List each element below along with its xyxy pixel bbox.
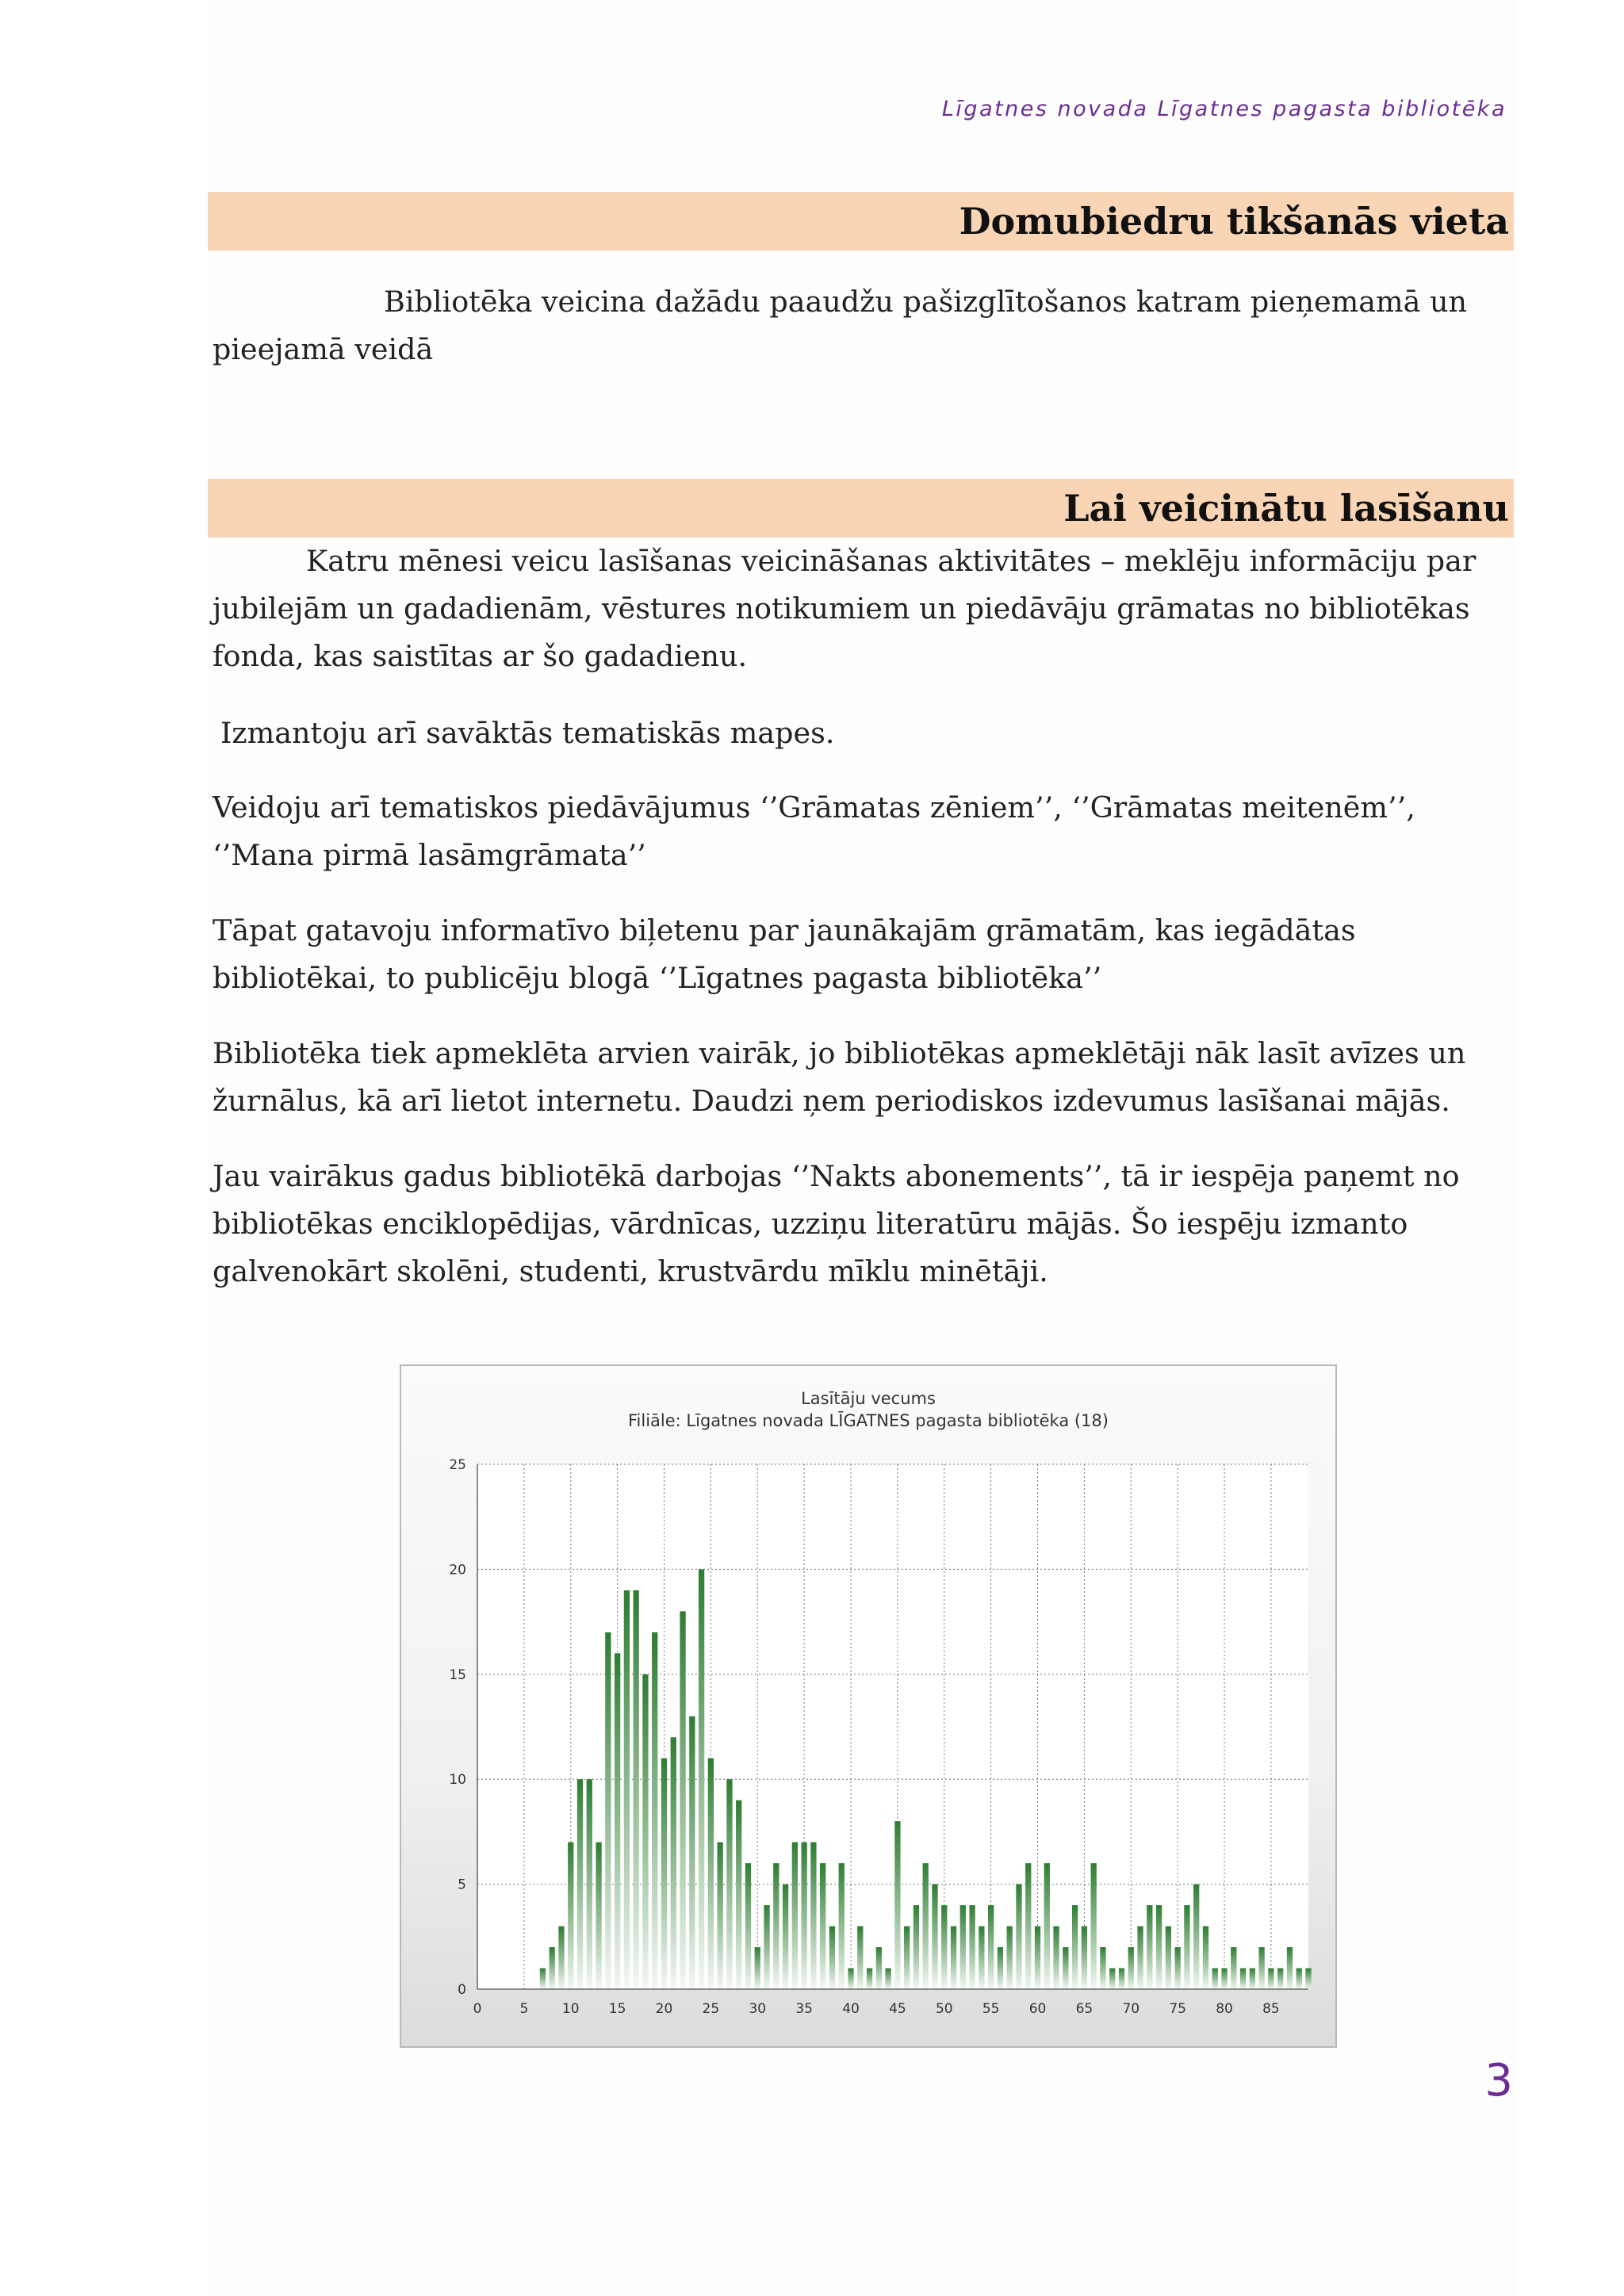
chart-bar	[1053, 1927, 1059, 1989]
y-tick-label: 10	[449, 1772, 466, 1789]
x-tick-label: 60	[1028, 2001, 1047, 2017]
running-header: Līgatnes novada Līgatnes pagasta bibliotēka	[941, 97, 1507, 121]
chart-bar	[699, 1569, 704, 1989]
chart-bar	[829, 1927, 835, 1989]
chart-bar	[1258, 1947, 1264, 1989]
chart-bar	[1221, 1969, 1227, 1989]
chart-bar	[914, 1905, 919, 1989]
chart-bar	[1100, 1947, 1105, 1989]
chart-bar	[932, 1885, 937, 1989]
chart-bar	[755, 1947, 760, 1989]
chart-bar	[671, 1737, 676, 1989]
chart-bar	[876, 1947, 882, 1989]
chart-bar	[969, 1905, 975, 1989]
x-tick-label: 30	[749, 2001, 767, 2017]
chart-bar	[773, 1863, 779, 1989]
x-tick-label: 70	[1122, 2001, 1140, 2017]
x-tick-label: 15	[608, 2001, 626, 2017]
y-tick-label: 5	[458, 1877, 466, 1893]
x-tick-label: 20	[655, 2001, 673, 2017]
chart-bar	[736, 1800, 741, 1989]
x-tick-label: 25	[702, 2001, 720, 2017]
chart-bar	[941, 1905, 947, 1989]
chart-bar	[979, 1927, 984, 1989]
chart-bar	[894, 1821, 900, 1989]
chart-bar	[689, 1716, 695, 1989]
chart-bar	[1212, 1969, 1218, 1989]
chart-bar	[1250, 1969, 1255, 1989]
chart-bar	[1072, 1905, 1078, 1989]
chart-bar	[587, 1779, 592, 1989]
chart-bar	[634, 1590, 639, 1989]
x-tick-label: 50	[935, 2001, 953, 2017]
chart-bar	[1193, 1885, 1199, 1989]
y-tick-label: 25	[449, 1457, 466, 1473]
chart-bar	[810, 1843, 816, 1989]
chart-bar	[642, 1674, 648, 1989]
chart-bar	[1128, 1947, 1134, 1989]
y-tick-label: 20	[449, 1562, 466, 1578]
chart-bar	[885, 1969, 891, 1989]
chart-bar	[764, 1905, 769, 1989]
x-tick-label: 55	[982, 2001, 1000, 2017]
chart-bar	[1044, 1863, 1050, 1989]
chart-bar	[1240, 1969, 1246, 1989]
x-tick-label: 80	[1216, 2001, 1233, 2017]
chart-bar	[820, 1863, 825, 1989]
x-tick-label: 0	[473, 2001, 482, 2017]
chart-bar	[1082, 1927, 1087, 1989]
y-tick-label: 0	[458, 1982, 466, 1998]
chart-bar	[848, 1969, 853, 1989]
chart-title: Lasītāju vecums	[801, 1389, 936, 1408]
chart-bar	[951, 1927, 956, 1989]
reader-age-chart	[400, 1364, 1337, 2048]
chart-bar	[745, 1863, 751, 1989]
chart-bar	[1231, 1947, 1236, 1989]
chart-subtitle: Filiāle: Līgatnes novada LĪGATNES pagasta bibliotēka (18)	[627, 1411, 1109, 1430]
chart-bar	[1119, 1969, 1124, 1989]
x-tick-label: 10	[561, 2001, 580, 2017]
chart-bar	[540, 1969, 546, 1989]
chart-bar	[1137, 1927, 1143, 1989]
chart-bar	[783, 1885, 788, 1989]
chart-bar	[577, 1779, 583, 1989]
x-tick-label: 40	[842, 2001, 860, 2017]
paragraph: Izmantoju arī savāktās tematiskās mapes.	[220, 716, 835, 750]
chart-bar	[1166, 1927, 1171, 1989]
x-tick-label: 65	[1075, 2001, 1094, 2017]
y-tick-label: 15	[449, 1667, 466, 1683]
paragraph: Veidoju arī tematiskos piedāvājumus ‘’Grāmatas zēniem’’, ‘’Grāmatas meitenēm’’, ‘’Mana pirmā lasāmgrāmata’’	[213, 790, 1415, 872]
chart-bar	[1147, 1905, 1152, 1989]
chart-bar	[1109, 1969, 1115, 1989]
x-tick-label: 45	[889, 2001, 906, 2017]
chart-bar	[960, 1905, 966, 1989]
chart-bar	[1063, 1947, 1068, 1989]
chart-bar	[652, 1632, 657, 1989]
chart-bar	[568, 1843, 573, 1989]
chart-bar	[1091, 1863, 1097, 1989]
chart-bar	[988, 1905, 994, 1989]
chart-bar	[680, 1611, 685, 1989]
chart-bar	[792, 1843, 798, 1989]
chart-bar	[1174, 1947, 1180, 1989]
chart-bar	[923, 1863, 929, 1989]
paragraph: Bibliotēka veicina dažādu paaudžu pašizglītošanos katram pieņemamā un pieejamā veidā	[213, 285, 1468, 366]
chart-bar	[1025, 1863, 1031, 1989]
paragraph: Bibliotēka tiek apmeklēta arvien vairāk, jo bibliotēkas apmeklētāji nāk lasīt avīzes un žurnālus, kā arī lietot internetu. Daudzi ņem periodiskos izdevumus lasīšanai mājās.	[213, 1036, 1466, 1118]
chart-bar	[801, 1843, 806, 1989]
chart-bar	[839, 1863, 845, 1989]
chart-bar	[605, 1632, 611, 1989]
x-tick-label: 35	[795, 2001, 813, 2017]
chart-bar	[857, 1927, 863, 1989]
chart-bar	[1287, 1947, 1293, 1989]
chart-bar	[558, 1927, 564, 1989]
paragraph: Jau vairākus gadus bibliotēkā darbojas ‘’Nakts abonements’’, tā ir iespēja paņemt no bibliotēkas enciklopēdijas, vārdnīcas, uzziņu literatūru mājās. Šo iespēju izmanto galvenokārt skolēni, studenti, krustvārdu mīklu minētāji.	[213, 1159, 1460, 1288]
chart-bar	[1305, 1969, 1311, 1989]
chart-bar	[624, 1590, 630, 1989]
chart-bar	[1156, 1905, 1162, 1989]
x-tick-label: 75	[1169, 2001, 1186, 2017]
chart-bar	[1007, 1927, 1013, 1989]
paragraph: Katru mēnesi veicu lasīšanas veicināšanas aktivitātes – meklēju informāciju par jubilejām un gadadienām, vēstures notikumiem un piedāvāju grāmatas no bibliotēkas fonda, kas saistītas ar šo gadadienu.	[213, 544, 1477, 673]
chart-bar	[615, 1653, 620, 1989]
section-title: Lai veicinātu lasīšanu	[1063, 487, 1509, 530]
chart-bar	[1268, 1969, 1274, 1989]
chart-bar	[1184, 1905, 1189, 1989]
chart-bar	[1035, 1927, 1040, 1989]
chart-bar	[596, 1843, 601, 1989]
section-heading-bar	[208, 479, 1514, 538]
paragraph: Tāpat gatavoju informatīvo biļetenu par jaunākajām grāmatām, kas iegādātas bibliotēkai, to publicēju blogā ‘’Līgatnes pagasta bibliotēka’’	[213, 913, 1356, 995]
chart-bar	[1203, 1927, 1208, 1989]
chart-bar	[1016, 1885, 1021, 1989]
x-tick-label: 5	[519, 2001, 529, 2017]
chart-bar	[904, 1927, 910, 1989]
chart-bar	[708, 1758, 714, 1989]
plot-area	[477, 1464, 1308, 1989]
section-heading-bar	[208, 192, 1514, 251]
page-number: 3	[1484, 2055, 1513, 2107]
chart-bar	[726, 1779, 732, 1989]
chart-bar	[867, 1969, 872, 1989]
chart-bar	[1277, 1969, 1283, 1989]
chart-bar	[550, 1947, 555, 1989]
chart-bar	[998, 1947, 1003, 1989]
section-title: Domubiedru tikšanās vieta	[959, 200, 1509, 243]
chart-bar	[661, 1758, 667, 1989]
chart-bar	[718, 1843, 723, 1989]
x-tick-label: 85	[1262, 2001, 1280, 2017]
chart-bar	[1297, 1969, 1302, 1989]
chart-canvas	[401, 1366, 1335, 2046]
